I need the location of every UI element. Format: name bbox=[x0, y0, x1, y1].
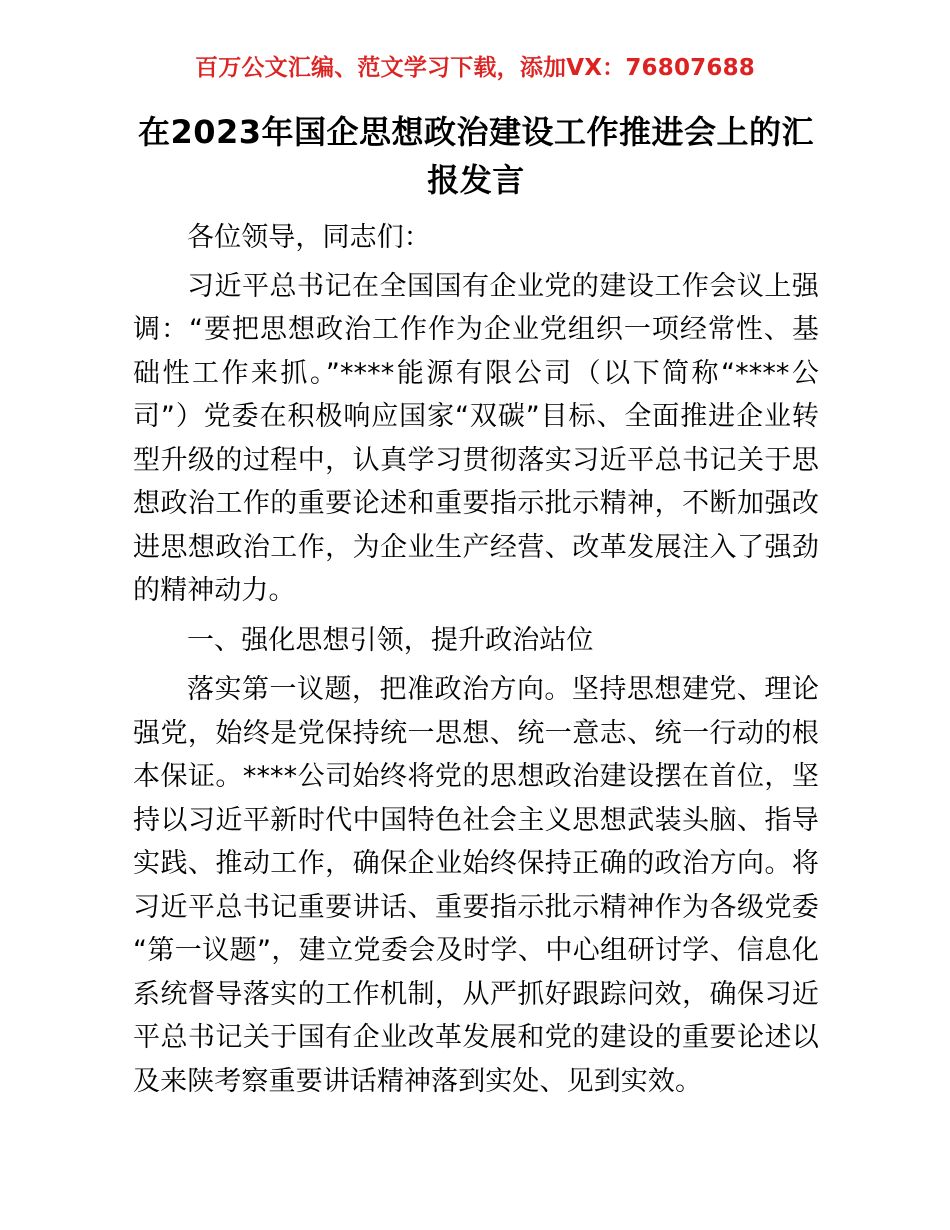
document-content bbox=[133, 108, 819, 1103]
document-title: 在2023年国企思想政治建设工作推进会上的汇报发言 bbox=[137, 113, 815, 199]
body-paragraph-1: 习近平总书记在全国国有企业党的建设工作会议上强调：“要把思想政治工作作为企业党组织一项经常性、基础性工作来抓。”****能源有限公司（以下简称“****公司”）党委在积极响应国家“双碳”目标、全面推进企业转型升级的过程中，认真学习贯彻落实习近平总书记关于思想政治工作的重要论述和重要指示批示精神，不断加强改进思想政治工作，为企业生产经营、改革发展注入了强劲的精神动力。 bbox=[133, 270, 819, 606]
section-heading-1: 一、强化思想引领，提升政治站位 bbox=[187, 624, 594, 656]
promo-watermark-text: 百万公文汇编、范文学习下载，添加VX：76807688 bbox=[195, 55, 755, 81]
salutation-paragraph: 各位领导，同志们： bbox=[187, 222, 431, 253]
body-paragraph-2: 落实第一议题，把准政治方向。坚持思想建党、理论强党，始终是党保持统一思想、统一意志、统一行动的根本保证。****公司始终将党的思想政治建设摆在首位，坚持以习近平新时代中国特色社会主义思想武装头脑、指导实践、推动工作，确保企业始终保持正确的政治方向。将习近平总书记重要讲话、重要指示批示精神作为各级党委“第一议题”，建立党委会及时学、中心组研讨学、信息化系统督导落实的工作机制，从严抓好跟踪问效，确保习近平总书记关于国有企业改革发展和党的建设的重要论述以及来陕考察重要讲话精神落到实处、见到实效。 bbox=[133, 674, 819, 1097]
